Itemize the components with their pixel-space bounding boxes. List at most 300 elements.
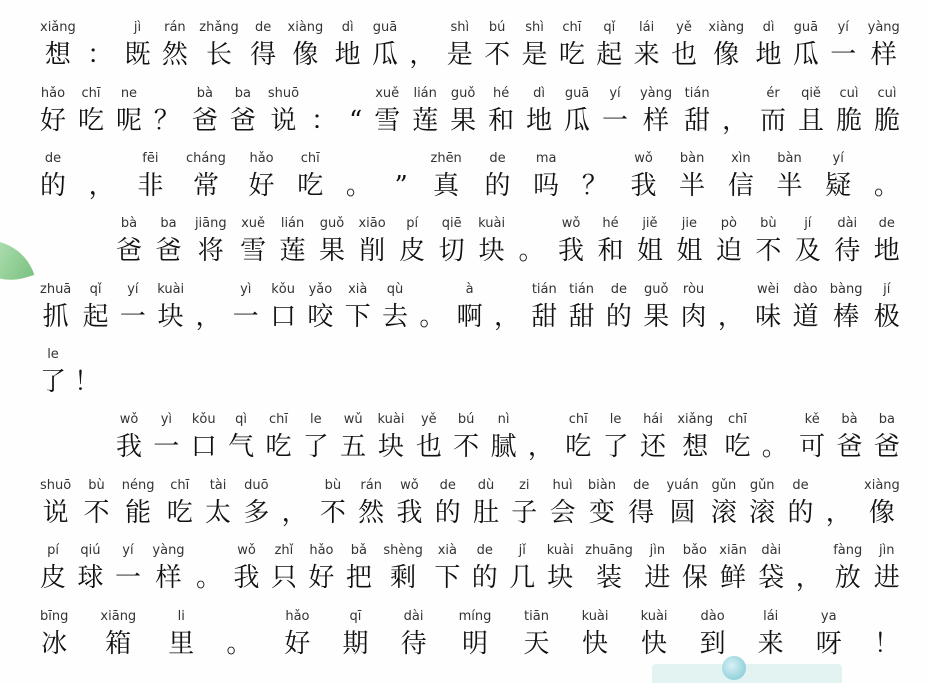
character-unit bbox=[711, 477, 737, 531]
hanzi: 的 bbox=[787, 497, 814, 528]
pinyin: chī bbox=[300, 151, 320, 167]
hanzi: 吃 bbox=[297, 171, 324, 202]
character-unit bbox=[167, 477, 193, 531]
hanzi: 莲 bbox=[279, 236, 306, 267]
hanzi: 姐 bbox=[676, 236, 703, 267]
hanzi: 块 bbox=[547, 563, 574, 594]
hanzi: 好 bbox=[40, 105, 67, 136]
text-line bbox=[40, 204, 900, 269]
character-unit bbox=[484, 150, 510, 204]
pinyin: guǒ bbox=[319, 216, 345, 232]
pinyin: shuō bbox=[40, 477, 72, 493]
hanzi: 皮 bbox=[40, 563, 67, 594]
character-unit bbox=[40, 85, 66, 139]
pinyin: ba bbox=[234, 85, 251, 101]
character-unit bbox=[345, 281, 371, 335]
character-unit bbox=[677, 411, 713, 465]
character-unit bbox=[192, 85, 218, 139]
character-unit bbox=[637, 215, 663, 269]
hanzi: 爸 bbox=[873, 432, 900, 463]
character-unit bbox=[679, 150, 705, 204]
pinyin: shì bbox=[525, 20, 544, 36]
text-line bbox=[40, 73, 900, 138]
character-unit bbox=[265, 411, 291, 465]
hanzi: ， bbox=[795, 563, 822, 594]
hanzi: 非 bbox=[137, 171, 164, 202]
hanzi: ” bbox=[394, 171, 408, 202]
hanzi: 而 bbox=[760, 105, 787, 136]
hanzi: 果 bbox=[319, 236, 346, 267]
character-unit bbox=[603, 411, 629, 465]
pinyin: bù bbox=[324, 477, 342, 493]
hanzi: 姐 bbox=[636, 236, 663, 267]
hanzi: 地 bbox=[755, 40, 782, 71]
hanzi: 呢 bbox=[115, 105, 142, 136]
hanzi: 和 bbox=[488, 105, 515, 136]
hanzi: 然 bbox=[161, 40, 188, 71]
character-unit bbox=[488, 85, 514, 139]
pinyin: bú bbox=[457, 412, 475, 428]
hanzi: 起 bbox=[596, 40, 623, 71]
hanzi: 和 bbox=[597, 236, 624, 267]
pinyin: ròu bbox=[682, 281, 705, 297]
character-unit bbox=[825, 150, 851, 204]
pinyin: hǎo bbox=[285, 608, 310, 624]
hanzi: 待 bbox=[400, 628, 427, 659]
character-unit bbox=[864, 477, 900, 531]
punctuation bbox=[226, 608, 252, 662]
hanzi: 极 bbox=[873, 301, 900, 332]
punctuation bbox=[74, 346, 100, 400]
hanzi: 块 bbox=[377, 432, 404, 463]
hanzi: 变 bbox=[588, 497, 615, 528]
pinyin: hái bbox=[643, 412, 663, 428]
character-unit bbox=[787, 477, 813, 531]
hanzi: 爸 bbox=[229, 105, 256, 136]
hanzi: 棒 bbox=[833, 301, 860, 332]
pinyin: xìn bbox=[731, 151, 751, 167]
hanzi: 吃 bbox=[265, 432, 292, 463]
hanzi: 雪 bbox=[374, 105, 401, 136]
character-unit bbox=[319, 215, 345, 269]
character-unit bbox=[459, 608, 492, 662]
pinyin: bàn bbox=[777, 151, 802, 167]
pinyin: yí bbox=[832, 151, 844, 167]
character-unit bbox=[271, 542, 297, 596]
punctuation bbox=[494, 281, 520, 335]
punctuation bbox=[582, 150, 608, 204]
character-unit bbox=[280, 215, 306, 269]
character-unit bbox=[40, 542, 66, 596]
hanzi: 好 bbox=[248, 171, 275, 202]
hanzi: 想 bbox=[682, 432, 709, 463]
hanzi: 吃 bbox=[77, 105, 104, 136]
pinyin: lái bbox=[763, 608, 779, 624]
pinyin: de bbox=[610, 281, 628, 297]
hanzi: 疑 bbox=[825, 171, 852, 202]
pinyin: lián bbox=[280, 216, 305, 232]
hanzi: 。 bbox=[761, 432, 788, 463]
pinyin: bǎ bbox=[350, 543, 367, 559]
pinyin: ba bbox=[878, 412, 895, 428]
character-unit bbox=[755, 281, 781, 335]
character-unit bbox=[342, 608, 368, 662]
pinyin: le bbox=[609, 412, 622, 428]
hanzi: 太 bbox=[205, 497, 232, 528]
pinyin: pò bbox=[720, 216, 737, 232]
hanzi: 呀 bbox=[815, 628, 842, 659]
character-unit bbox=[152, 542, 184, 596]
character-unit bbox=[249, 150, 275, 204]
character-unit bbox=[724, 411, 750, 465]
punctuation bbox=[409, 19, 435, 73]
hanzi: 到 bbox=[699, 628, 726, 659]
pinyin: wǔ bbox=[343, 412, 363, 428]
hanzi: 常 bbox=[192, 171, 219, 202]
character-unit bbox=[558, 215, 584, 269]
hanzi: 样 bbox=[643, 105, 670, 136]
character-unit bbox=[40, 608, 68, 662]
hanzi: 得 bbox=[250, 40, 277, 71]
character-unit bbox=[484, 19, 510, 73]
character-unit bbox=[509, 542, 535, 596]
character-unit bbox=[684, 85, 710, 139]
punctuation bbox=[519, 215, 545, 269]
hanzi: 吃 bbox=[166, 497, 193, 528]
punctuation bbox=[89, 150, 115, 204]
pinyin: ya bbox=[820, 608, 837, 624]
hanzi: 块 bbox=[157, 301, 184, 332]
pinyin: néng bbox=[121, 477, 155, 493]
character-unit bbox=[756, 19, 782, 73]
hanzi: 地 bbox=[526, 105, 553, 136]
pinyin: duō bbox=[244, 477, 269, 493]
character-unit bbox=[435, 477, 461, 531]
pinyin: rán bbox=[164, 20, 186, 36]
pinyin: chī bbox=[170, 477, 190, 493]
pinyin: jì bbox=[133, 20, 142, 36]
hanzi: 快 bbox=[641, 628, 668, 659]
hanzi: 不 bbox=[83, 497, 110, 528]
pinyin: jìn bbox=[649, 543, 666, 559]
hanzi: 下 bbox=[434, 563, 461, 594]
hanzi: ， bbox=[722, 105, 749, 136]
pinyin: bù bbox=[88, 477, 105, 493]
pinyin: ba bbox=[160, 216, 177, 232]
hanzi: 。 bbox=[873, 171, 900, 202]
hanzi: 我 bbox=[630, 171, 657, 202]
pinyin: xià bbox=[348, 281, 368, 297]
character-unit bbox=[837, 411, 863, 465]
pinyin: qiě bbox=[801, 85, 821, 101]
text-line bbox=[40, 465, 900, 530]
hanzi: ？ bbox=[581, 171, 608, 202]
hanzi: 圆 bbox=[669, 497, 696, 528]
hanzi: 味 bbox=[755, 301, 782, 332]
character-unit bbox=[372, 19, 398, 73]
hanzi: 球 bbox=[77, 563, 104, 594]
character-unit bbox=[378, 411, 405, 465]
pinyin: hǎo bbox=[309, 543, 334, 559]
pinyin: cuì bbox=[839, 85, 859, 101]
text-line bbox=[40, 531, 900, 596]
pinyin: shuō bbox=[267, 85, 300, 101]
pinyin: bù bbox=[760, 216, 777, 232]
pinyin: chī bbox=[568, 412, 588, 428]
character-unit bbox=[606, 281, 632, 335]
hanzi: 甜 bbox=[684, 105, 711, 136]
pinyin: shèng bbox=[383, 543, 423, 559]
character-unit bbox=[798, 85, 824, 139]
punctuation bbox=[154, 85, 180, 139]
hanzi: 一 bbox=[232, 301, 259, 332]
hanzi: 一 bbox=[602, 105, 629, 136]
character-unit bbox=[40, 281, 71, 335]
pinyin: guǒ bbox=[450, 85, 476, 101]
hanzi: 想 bbox=[44, 40, 71, 71]
pinyin: bǎo bbox=[682, 543, 707, 559]
hanzi: 好 bbox=[308, 563, 335, 594]
punctuation bbox=[195, 281, 221, 335]
hanzi: ， bbox=[493, 301, 520, 332]
pinyin: guā bbox=[372, 20, 398, 36]
pinyin: yǎo bbox=[308, 281, 333, 297]
pinyin: xiàng bbox=[864, 477, 900, 493]
hanzi: 一 bbox=[153, 432, 180, 463]
pinyin: wǒ bbox=[237, 543, 256, 559]
hanzi: 的 bbox=[605, 301, 632, 332]
text-line bbox=[40, 596, 900, 661]
pinyin: zi bbox=[519, 477, 530, 493]
hanzi: 将 bbox=[197, 236, 224, 267]
character-unit bbox=[547, 542, 574, 596]
character-unit bbox=[874, 411, 900, 465]
character-unit bbox=[155, 215, 181, 269]
punctuation bbox=[346, 150, 372, 204]
character-unit bbox=[168, 608, 194, 662]
character-unit bbox=[582, 608, 609, 662]
character-unit bbox=[641, 608, 668, 662]
character-unit bbox=[125, 19, 151, 73]
pinyin: yuán bbox=[666, 477, 699, 493]
character-unit bbox=[760, 85, 786, 139]
character-unit bbox=[644, 542, 670, 596]
hanzi: 好 bbox=[284, 628, 311, 659]
hanzi: ， bbox=[195, 301, 222, 332]
pinyin: lái bbox=[639, 20, 655, 36]
hanzi: 莲 bbox=[412, 105, 439, 136]
pinyin: yí bbox=[127, 281, 139, 297]
pinyin: zhuā bbox=[40, 281, 72, 297]
hanzi: 道 bbox=[792, 301, 819, 332]
pinyin: hǎo bbox=[249, 151, 274, 167]
hanzi: 瓜 bbox=[372, 40, 399, 71]
pinyin: kuài bbox=[640, 608, 668, 624]
pinyin: qiē bbox=[441, 216, 462, 232]
pinyin: ma bbox=[535, 151, 557, 167]
hanzi: 的 bbox=[484, 171, 511, 202]
pinyin: dào bbox=[700, 608, 725, 624]
pinyin: wǒ bbox=[561, 216, 581, 232]
hanzi: 了 bbox=[40, 367, 67, 398]
pinyin: jìn bbox=[878, 543, 895, 559]
pinyin: cuì bbox=[877, 85, 897, 101]
character-unit bbox=[399, 215, 425, 269]
character-unit bbox=[439, 215, 465, 269]
hanzi: 爸 bbox=[155, 236, 182, 267]
hanzi: 滚 bbox=[710, 497, 737, 528]
pinyin: guā bbox=[564, 85, 590, 101]
character-unit bbox=[199, 19, 239, 73]
hanzi: 的 bbox=[40, 171, 67, 202]
character-unit bbox=[268, 85, 299, 139]
pinyin: dào bbox=[793, 281, 818, 297]
pinyin: gǔn bbox=[711, 477, 737, 493]
pinyin: pí bbox=[47, 543, 59, 559]
hanzi: 。 bbox=[419, 301, 446, 332]
character-unit bbox=[186, 150, 226, 204]
pinyin: shì bbox=[450, 20, 470, 36]
hanzi: 进 bbox=[873, 563, 900, 594]
pinyin: kuài bbox=[581, 608, 609, 624]
pinyin: chī bbox=[562, 20, 582, 36]
text-line bbox=[40, 8, 900, 73]
pinyin: chī bbox=[727, 412, 747, 428]
hanzi: 。 bbox=[226, 628, 253, 659]
pinyin: xuě bbox=[375, 85, 400, 101]
character-unit bbox=[836, 85, 862, 139]
hanzi: 瓜 bbox=[792, 40, 819, 71]
pinyin: xiāng bbox=[100, 608, 137, 624]
hanzi: 抓 bbox=[42, 301, 69, 332]
character-unit bbox=[793, 19, 819, 73]
character-unit bbox=[671, 19, 697, 73]
hanzi: 且 bbox=[798, 105, 825, 136]
pinyin: jí bbox=[883, 281, 891, 297]
punctuation bbox=[796, 542, 822, 596]
hanzi: 来 bbox=[633, 40, 660, 71]
pinyin: tiān bbox=[524, 608, 549, 624]
pinyin: dài bbox=[837, 216, 858, 232]
pinyin: kuài bbox=[157, 281, 185, 297]
character-unit bbox=[233, 281, 259, 335]
hanzi: 吃 bbox=[724, 432, 751, 463]
character-unit bbox=[708, 19, 744, 73]
character-unit bbox=[643, 281, 669, 335]
pinyin: wǒ bbox=[119, 412, 139, 428]
hanzi: 爸 bbox=[191, 105, 218, 136]
hanzi: 期 bbox=[342, 628, 369, 659]
hanzi: ， bbox=[717, 301, 744, 332]
pinyin: tián bbox=[684, 85, 710, 101]
pinyin: à bbox=[465, 281, 474, 297]
hanzi: 甜 bbox=[568, 301, 595, 332]
pinyin: jiě bbox=[642, 216, 658, 232]
hanzi: 是 bbox=[521, 40, 548, 71]
hanzi: 像 bbox=[292, 40, 319, 71]
punctuation bbox=[282, 477, 308, 531]
character-unit bbox=[78, 85, 104, 139]
paragraph-2 bbox=[40, 204, 900, 400]
character-unit bbox=[270, 281, 296, 335]
pinyin: bà bbox=[120, 216, 138, 232]
character-unit bbox=[564, 85, 590, 139]
pinyin: yí bbox=[837, 20, 849, 36]
pinyin: qǐ bbox=[603, 20, 616, 36]
punctuation bbox=[349, 85, 362, 139]
hanzi: 了 bbox=[302, 432, 329, 463]
hanzi: 放 bbox=[834, 563, 861, 594]
punctuation bbox=[874, 150, 900, 204]
hanzi: 进 bbox=[644, 563, 671, 594]
hanzi: 及 bbox=[794, 236, 821, 267]
pinyin: de bbox=[633, 477, 650, 493]
hanzi: ， bbox=[409, 40, 436, 71]
pinyin: yì bbox=[160, 412, 173, 428]
character-unit bbox=[676, 215, 702, 269]
pinyin: yàng bbox=[867, 20, 900, 36]
character-unit bbox=[83, 281, 109, 335]
pinyin: de bbox=[878, 216, 895, 232]
character-unit bbox=[162, 19, 188, 73]
character-unit bbox=[681, 281, 707, 335]
punctuation bbox=[874, 608, 900, 662]
character-unit bbox=[284, 608, 310, 662]
character-unit bbox=[758, 542, 784, 596]
character-unit bbox=[120, 281, 146, 335]
character-unit bbox=[308, 542, 334, 596]
text-line bbox=[40, 400, 900, 465]
pinyin: huì bbox=[552, 477, 573, 493]
pinyin: de bbox=[439, 477, 456, 493]
character-unit bbox=[749, 477, 775, 531]
pinyin: xiàng bbox=[287, 20, 324, 36]
pinyin: li bbox=[177, 608, 185, 624]
hanzi: 几 bbox=[509, 563, 536, 594]
character-unit bbox=[288, 19, 324, 73]
character-unit bbox=[716, 215, 742, 269]
hanzi: 切 bbox=[438, 236, 465, 267]
hanzi: 口 bbox=[270, 301, 297, 332]
character-unit bbox=[153, 411, 179, 465]
hanzi: 吃 bbox=[565, 432, 592, 463]
hanzi: ： bbox=[310, 105, 337, 136]
pinyin: yàng bbox=[152, 543, 185, 559]
hanzi: 肚 bbox=[473, 497, 500, 528]
pinyin: wǒ bbox=[634, 151, 653, 167]
pinyin: de bbox=[792, 477, 809, 493]
hanzi: 我 bbox=[557, 236, 584, 267]
pinyin: yí bbox=[122, 543, 134, 559]
pinyin: qǐ bbox=[89, 281, 102, 297]
hanzi: 明 bbox=[462, 628, 489, 659]
character-unit bbox=[191, 411, 217, 465]
text-line bbox=[40, 335, 900, 400]
text-line bbox=[40, 269, 900, 334]
character-unit bbox=[40, 150, 66, 204]
punctuation bbox=[762, 411, 788, 465]
character-unit bbox=[526, 85, 552, 139]
character-unit bbox=[115, 542, 141, 596]
character-unit bbox=[335, 19, 361, 73]
character-unit bbox=[585, 542, 633, 596]
hanzi: 半 bbox=[776, 171, 803, 202]
hanzi: 不 bbox=[755, 236, 782, 267]
hanzi: 天 bbox=[523, 628, 550, 659]
paragraph-3 bbox=[40, 400, 900, 662]
character-unit bbox=[383, 542, 423, 596]
character-unit bbox=[755, 215, 781, 269]
